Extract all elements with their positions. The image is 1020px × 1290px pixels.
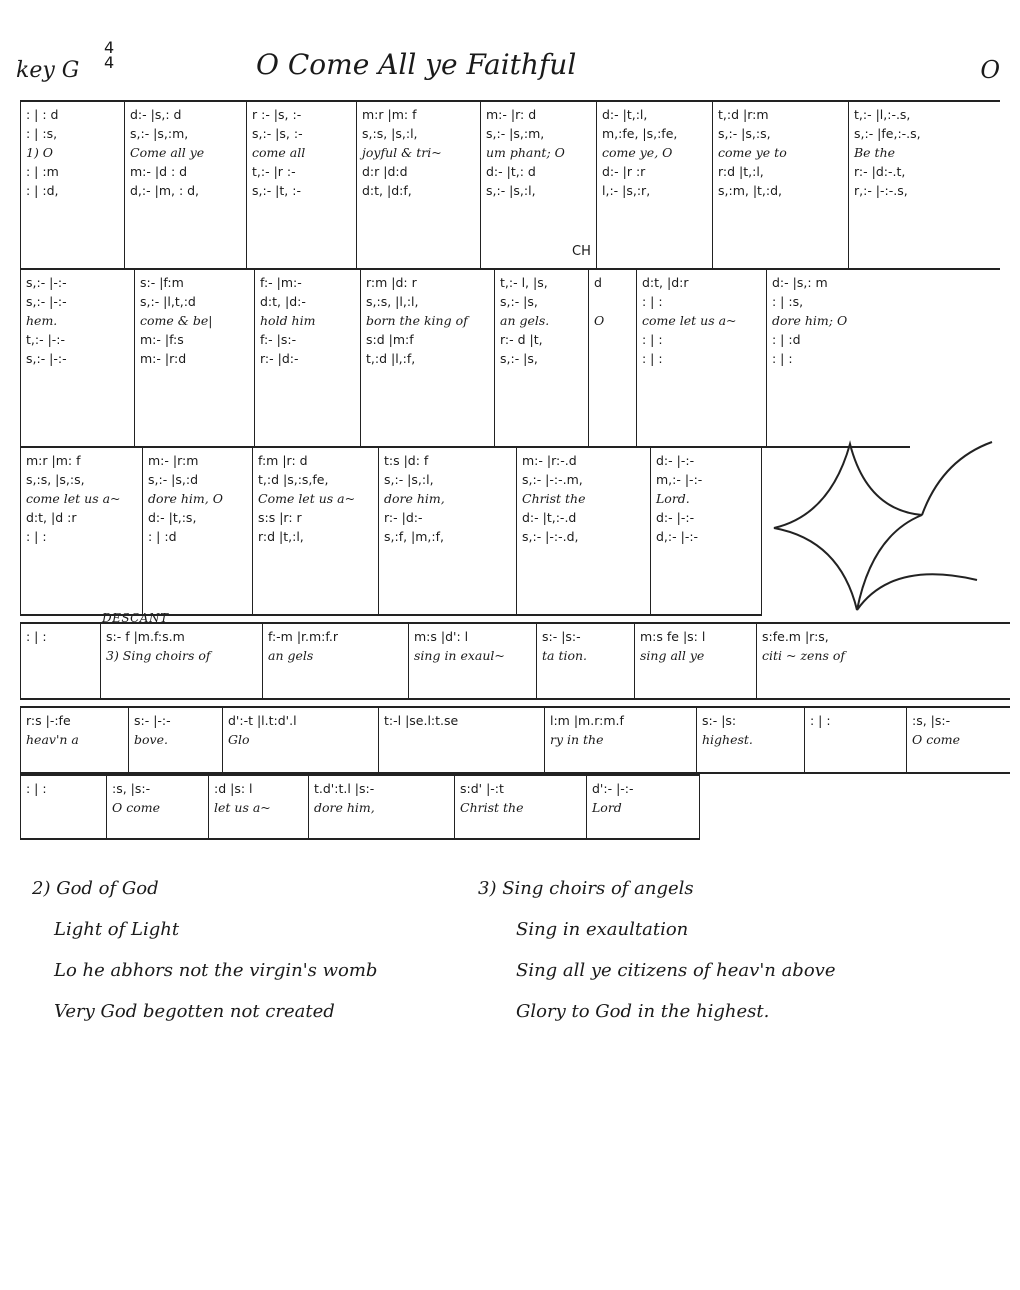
solfa-descant: s:d' |-:t xyxy=(460,781,504,796)
solfa-bass: : | :d, xyxy=(26,183,59,198)
lyric-line: born the king of xyxy=(366,313,468,328)
solfa-descant: :s, |s:- xyxy=(112,781,151,796)
lyric-line: dore him, O xyxy=(148,491,223,506)
descant-cell xyxy=(308,776,454,838)
solfa-alto: m,:- |-:- xyxy=(656,472,703,487)
solfa-descant: d':- |-:- xyxy=(592,781,634,796)
solfa-bass: l,:- |s,:r, xyxy=(602,183,651,198)
solfa-alto: s,:- |s,:l, xyxy=(384,472,434,487)
descant-cell xyxy=(262,624,408,698)
solfa-soprano: s,:- |-:- xyxy=(26,275,67,290)
descant-cell xyxy=(536,624,634,698)
solfa-descant: f:-m |r.m:f.r xyxy=(268,629,338,644)
solfa-soprano: t,:d |r:m xyxy=(718,107,769,122)
solfa-soprano: s:- |f:m xyxy=(140,275,184,290)
star-doodle xyxy=(762,440,1002,620)
lyric-line: come ye, O xyxy=(602,145,673,160)
solfa-bass xyxy=(594,349,633,368)
lyric-line: dore him, xyxy=(384,491,445,506)
solfa-tenor: t,:- |-:- xyxy=(26,332,66,347)
lyric-line: Glo xyxy=(228,732,250,747)
solfa-tenor: : | :m xyxy=(26,164,59,179)
solfa-alto: s,:- |s, xyxy=(500,294,538,309)
lyric-line: bove. xyxy=(134,732,168,747)
measure-cell xyxy=(494,270,588,446)
measure-cell xyxy=(848,102,1000,268)
solfa-alto: s,:s, |l,:l, xyxy=(366,294,419,309)
solfa-soprano: : | : d xyxy=(26,107,59,122)
verse-2-lyrics xyxy=(32,868,377,1032)
solfa-soprano: m:- |r:m xyxy=(148,453,199,468)
measure-cell xyxy=(766,270,910,446)
lyric-line: let us a~ xyxy=(214,800,271,815)
solfa-tenor: m:- |f:s xyxy=(140,332,184,347)
solfa-bass: r:- |d:- xyxy=(260,351,299,366)
solfa-soprano: t:s |d: f xyxy=(384,453,429,468)
lyric-line xyxy=(26,646,97,665)
solfa-tenor: f:- |s:- xyxy=(260,332,297,347)
solfa-soprano: r :- |s, :- xyxy=(252,107,302,122)
descant-cell xyxy=(222,708,378,772)
solfa-soprano: t,:- |l,:-.s, xyxy=(854,107,911,122)
lyric-line: come & be| xyxy=(140,313,213,328)
solfa-tenor: s:d |m:f xyxy=(366,332,414,347)
lyric-line: dore him; O xyxy=(772,313,848,328)
solfa-alto: s,:- |s,:s, xyxy=(718,126,771,141)
solfa-alto: : | : xyxy=(642,294,663,309)
verse-line: 2) God of God xyxy=(32,878,159,899)
solfa-soprano: d xyxy=(594,275,602,290)
solfa-tenor xyxy=(594,330,633,349)
lyric-line: heav'n a xyxy=(26,732,79,747)
solfa-bass: s,:- |s,:l, xyxy=(486,183,536,198)
solfa-alto: s,:s, |s,:s, xyxy=(26,472,85,487)
solfa-soprano: m:r |m: f xyxy=(362,107,417,122)
lyric-line: dore him, xyxy=(314,800,375,815)
solfa-alto: s,:s, |s,:l, xyxy=(362,126,418,141)
measure-cell xyxy=(134,270,254,446)
solfa-alto: s,:- |-:- xyxy=(26,294,67,309)
solfa-bass: s,:- |-:- xyxy=(26,351,67,366)
solfa-alto: s,:- |s,:d xyxy=(148,472,199,487)
solfa-alto: s,:- |-:-.m, xyxy=(522,472,583,487)
solfa-bass: : | :d xyxy=(148,529,177,544)
solfa-tenor: t,:- |r :- xyxy=(252,164,296,179)
measure-cell xyxy=(254,270,360,446)
solfa-soprano: f:m |r: d xyxy=(258,453,308,468)
descant-cell xyxy=(906,708,1010,772)
lyric-line xyxy=(26,798,103,817)
solfa-alto: s,:- |s,:m, xyxy=(130,126,189,141)
verse-line: Glory to God in the highest. xyxy=(516,1001,770,1022)
solfa-descant: m:s |d': l xyxy=(414,629,469,644)
lyric-line: Christ the xyxy=(460,800,524,815)
measure-cell xyxy=(142,448,252,614)
solfa-tenor: d:t, |d :r xyxy=(26,510,77,525)
solfa-descant: d':-t |l.t:d'.l xyxy=(228,713,297,728)
solfa-bass: : | : xyxy=(772,351,793,366)
solfa-soprano: m:r |m: f xyxy=(26,453,81,468)
descant-cell xyxy=(20,776,106,838)
descant-cell xyxy=(20,708,128,772)
measure-cell xyxy=(480,102,596,268)
lyric-line: Be the xyxy=(854,145,896,160)
lyric-line: Lord. xyxy=(656,491,690,506)
lyric-line: come ye to xyxy=(718,145,787,160)
solfa-tenor: : | :d xyxy=(772,332,801,347)
lyric-line: an gels. xyxy=(500,313,550,328)
solfa-tenor: d:- |-:- xyxy=(656,510,695,525)
solfa-soprano: d:- |s,: d xyxy=(130,107,182,122)
measure-cell xyxy=(246,102,356,268)
solfa-bass: r:d |t,:l, xyxy=(258,529,304,544)
solfa-alto: : | :s, xyxy=(772,294,804,309)
lyric-line: sing all ye xyxy=(640,648,705,663)
solfa-alto: : | :s, xyxy=(26,126,58,141)
measure-cell xyxy=(516,448,650,614)
solfa-tenor: : | : xyxy=(642,332,663,347)
solfa-descant: l:m |m.r:m.f xyxy=(550,713,624,728)
measure-cell xyxy=(650,448,762,614)
descant-row-2 xyxy=(20,706,1010,774)
solfa-alto: d:t, |d:- xyxy=(260,294,306,309)
lyric-line: an gels xyxy=(268,648,314,663)
solfa-tenor: s:s |r: r xyxy=(258,510,302,525)
solfa-descant: r:s |-:fe xyxy=(26,713,71,728)
solfa-soprano: d:t, |d:r xyxy=(642,275,689,290)
descant-cell xyxy=(544,708,696,772)
lyric-line: Come all ye xyxy=(130,145,205,160)
descant-cell xyxy=(408,624,536,698)
solfa-tenor: d:- |t,:-.d xyxy=(522,510,577,525)
descant-cell xyxy=(696,708,804,772)
measure-cell xyxy=(20,270,134,446)
lyric-line: sing in exaul~ xyxy=(414,648,505,663)
measure-cell xyxy=(20,102,124,268)
lyric-line: O come xyxy=(112,800,160,815)
measure-cell xyxy=(252,448,378,614)
descant-cell xyxy=(20,624,100,698)
solfa-tenor: r:d |t,:l, xyxy=(718,164,764,179)
score-row-1 xyxy=(20,100,1000,270)
solfa-tenor: d:- |t,: d xyxy=(486,164,536,179)
verse-3-lyrics xyxy=(478,868,836,1032)
solfa-alto: s,:- |l,t,:d xyxy=(140,294,196,309)
time-signature xyxy=(104,40,114,70)
lyric-line: 3) Sing choirs of xyxy=(106,648,211,663)
star-outline xyxy=(774,442,992,610)
verse-line: Light of Light xyxy=(54,919,180,940)
solfa-bass: d,:- |-:- xyxy=(656,529,699,544)
lyric-line: 1) O xyxy=(26,145,54,160)
solfa-descant: t.d':t.l |s:- xyxy=(314,781,375,796)
solfa-alto xyxy=(594,292,633,311)
descant-cell xyxy=(804,708,906,772)
solfa-descant: : | : xyxy=(26,781,47,796)
descant-row-3 xyxy=(20,774,700,840)
lyric-line: citi ~ zens of xyxy=(762,648,846,663)
measure-cell xyxy=(378,448,516,614)
edge-mark: O xyxy=(980,56,1000,84)
song-header xyxy=(16,40,1000,98)
lyric-line: ta tion. xyxy=(542,648,588,663)
solfa-bass: m:- |r:d xyxy=(140,351,187,366)
solfa-descant: t:-l |se.l:t.se xyxy=(384,713,459,728)
verse-line: Lo he abhors not the virgin's womb xyxy=(54,960,378,981)
solfa-soprano: m:- |r: d xyxy=(486,107,537,122)
solfa-bass: d:t, |d:f, xyxy=(362,183,412,198)
lyric-line: hem. xyxy=(26,313,58,328)
solfa-tenor: r:- d |t, xyxy=(500,332,543,347)
measure-cell xyxy=(596,102,712,268)
solfa-bass: s,:m, |t,:d, xyxy=(718,183,783,198)
lyric-line: Christ the xyxy=(522,491,586,506)
verse-line: Very God begotten not created xyxy=(54,1001,335,1022)
solfa-bass: s,:- |s, xyxy=(500,351,538,366)
descant-cell xyxy=(106,776,208,838)
measure-cell xyxy=(20,448,142,614)
solfa-descant: : | : xyxy=(26,629,47,644)
solfa-bass: s,:- |t, :- xyxy=(252,183,301,198)
measure-cell xyxy=(124,102,246,268)
solfa-bass: r,:- |-:-.s, xyxy=(854,183,908,198)
solfa-alto: m,:fe, |s,:fe, xyxy=(602,126,678,141)
lyric-line xyxy=(384,730,541,749)
lyric-line: ry in the xyxy=(550,732,604,747)
song-title: O Come All ye Faithful xyxy=(256,48,577,81)
solfa-descant: : | : xyxy=(810,713,831,728)
lyric-line: hold him xyxy=(260,313,316,328)
measure-cell xyxy=(712,102,848,268)
solfa-descant: s:- f |m.f:s.m xyxy=(106,629,185,644)
score-row-3 xyxy=(20,446,762,616)
solfa-soprano: r:m |d: r xyxy=(366,275,417,290)
solfa-bass: t,:d |l,:f, xyxy=(366,351,416,366)
lyric-line: Lord xyxy=(592,800,622,815)
solfa-alto: t,:d |s,:s,fe, xyxy=(258,472,329,487)
lyric-line xyxy=(810,730,903,749)
solfa-soprano: d:- |s,: m xyxy=(772,275,828,290)
lyric-line: Come let us a~ xyxy=(258,491,356,506)
descant-cell xyxy=(756,624,1010,698)
lyric-line: come all xyxy=(252,145,306,160)
solfa-bass: : | : xyxy=(26,529,47,544)
lyric-line: come let us a~ xyxy=(642,313,737,328)
measure-cell xyxy=(636,270,766,446)
measure-cell xyxy=(588,270,636,446)
descant-label: DESCANT xyxy=(102,611,169,625)
solfa-soprano: m:- |r:-.d xyxy=(522,453,577,468)
solfa-tenor: d:r |d:d xyxy=(362,164,408,179)
solfa-descant: :s, |s:- xyxy=(912,713,951,728)
lyric-line: come let us a~ xyxy=(26,491,121,506)
solfa-bass: : | : xyxy=(642,351,663,366)
solfa-descant: s:fe.m |r:s, xyxy=(762,629,829,644)
key-signature: key G xyxy=(16,58,80,83)
solfa-descant: s:- |s: xyxy=(702,713,737,728)
descant-cell xyxy=(100,624,262,698)
solfa-soprano: d:- |-:- xyxy=(656,453,695,468)
solfa-descant: s:- |s:- xyxy=(542,629,581,644)
ch-mark: CH xyxy=(572,244,591,259)
descant-row-1 xyxy=(20,622,1010,700)
lyric-line: joyful & tri~ xyxy=(362,145,442,160)
lyric-line: um phant; O xyxy=(486,145,565,160)
solfa-descant: s:- |-:- xyxy=(134,713,171,728)
descant-cell xyxy=(128,708,222,772)
solfa-bass: s,:- |-:-.d, xyxy=(522,529,579,544)
lyric-line: highest. xyxy=(702,732,753,747)
descant-cell xyxy=(454,776,586,838)
lyric-line: O come xyxy=(912,732,960,747)
measure-cell xyxy=(356,102,480,268)
verse-line: Sing in exaultation xyxy=(516,919,689,940)
solfa-soprano: d:- |t,:l, xyxy=(602,107,648,122)
solfa-tenor: r:- |d:- xyxy=(384,510,423,525)
solfa-alto: s,:- |s,:m, xyxy=(486,126,545,141)
time-signature-bottom: 4 xyxy=(104,53,115,72)
solfa-descant: m:s fe |s: l xyxy=(640,629,706,644)
solfa-tenor: d:- |r :r xyxy=(602,164,646,179)
verse-line: Sing all ye citizens of heav'n above xyxy=(516,960,836,981)
verse-line: 3) Sing choirs of angels xyxy=(478,878,694,899)
solfa-tenor: r:- |d:-.t, xyxy=(854,164,906,179)
lyric-line: O xyxy=(594,313,605,328)
descant-cell xyxy=(586,776,700,838)
solfa-soprano: t,:- l, |s, xyxy=(500,275,548,290)
descant-cell xyxy=(634,624,756,698)
solfa-tenor: d:- |t,:s, xyxy=(148,510,197,525)
solfa-tenor: m:- |d : d xyxy=(130,164,188,179)
solfa-descant: :d |s: l xyxy=(214,781,253,796)
solfa-alto: s,:- |s, :- xyxy=(252,126,303,141)
measure-cell xyxy=(360,270,494,446)
descant-cell xyxy=(208,776,308,838)
solfa-bass: d,:- |m, : d, xyxy=(130,183,200,198)
solfa-alto: s,:- |fe,:-.s, xyxy=(854,126,921,141)
solfa-soprano: f:- |m:- xyxy=(260,275,302,290)
time-signature-top: 4 xyxy=(104,38,115,57)
descant-cell xyxy=(378,708,544,772)
solfa-bass: s,:f, |m,:f, xyxy=(384,529,444,544)
score-row-2 xyxy=(20,268,910,448)
